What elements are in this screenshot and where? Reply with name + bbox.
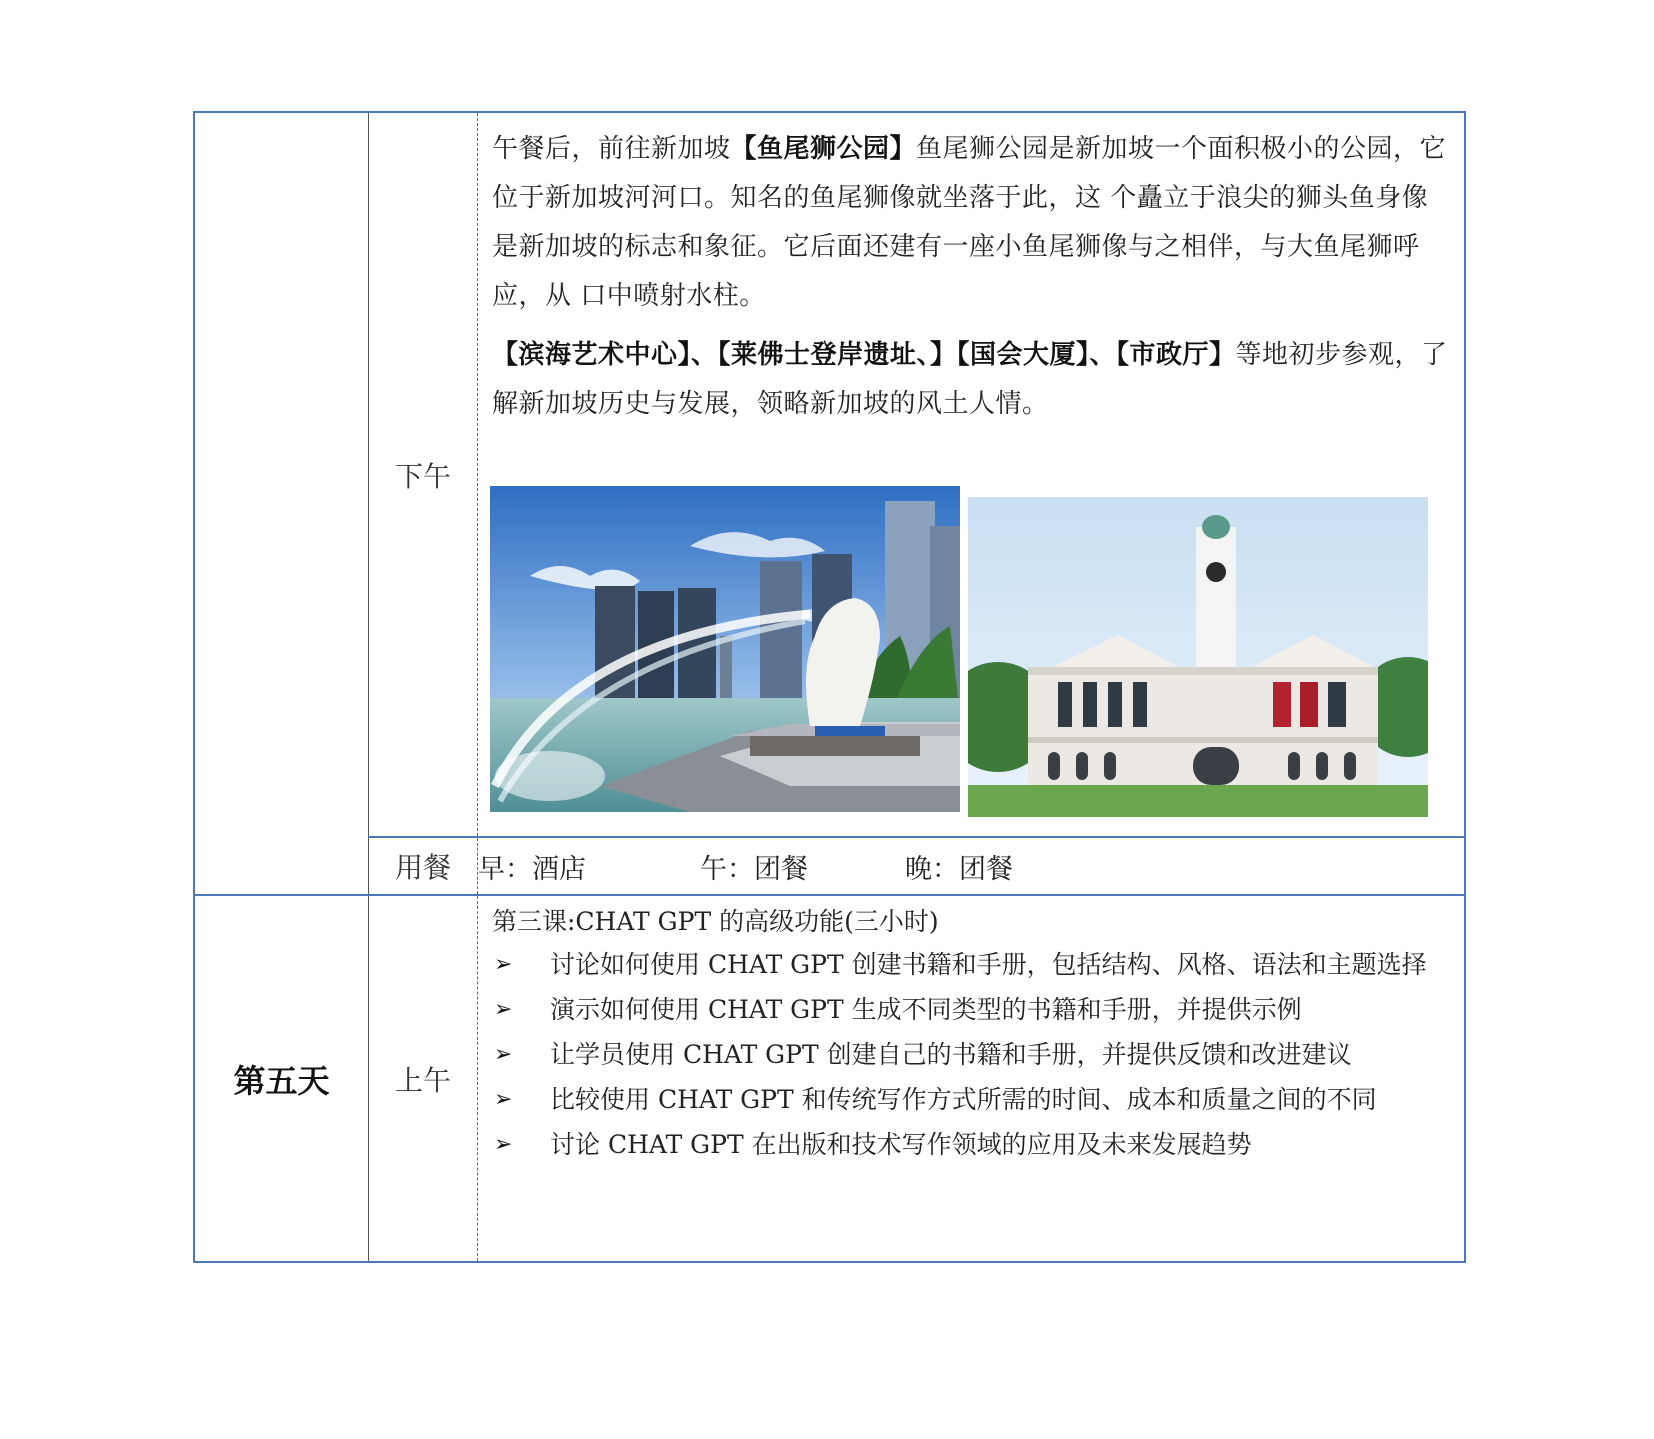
lesson-title: 第三课:CHAT GPT 的高级功能(三小时) (492, 907, 939, 936)
list-item: ➢ 比较使用 CHAT GPT 和传统写作方式所需的时间、成本和质量之间的不同 (492, 1077, 1450, 1122)
list-item: ➢ 演示如何使用 CHAT GPT 生成不同类型的书籍和手册，并提供示例 (492, 987, 1450, 1032)
list-item: ➢ 讨论如何使用 CHAT GPT 创建书籍和手册，包括结构、风格、语法和主题选择 (492, 942, 1450, 987)
slot-label-morning: 上午 (369, 895, 478, 1262)
afternoon-content (478, 112, 1466, 837)
breakfast-text: 早：酒店 (478, 853, 586, 885)
para2-rest: 等地初步参观，了解新加坡历史与发展，领略新加坡的风土人情。 (492, 340, 1448, 419)
list-item: ➢ 让学员使用 CHAT GPT 创建自己的书籍和手册，并提供反馈和改进建议 (492, 1032, 1450, 1077)
slot-label-afternoon: 下午 (369, 112, 478, 837)
lesson-points (492, 942, 1450, 1167)
day-label-day5: 第五天 (194, 895, 369, 1262)
merlion-park-photo (490, 486, 960, 812)
arrow-bullet-icon: ➢ (494, 1087, 513, 1112)
slot-label-meal: 用餐 (369, 837, 478, 895)
table-row-meal (194, 837, 1465, 895)
day-cell-previous (194, 112, 369, 895)
dinner-text: 晚：团餐 (905, 853, 1013, 885)
para1-lead: 午餐后，前往新加坡 (492, 134, 731, 164)
merlion-park-highlight: 【鱼尾狮公园】 (730, 134, 917, 164)
sights-highlight: 【滨海艺术中心】、【莱佛士登岸遗址、】【国会大厦】、【市政厅】 (492, 340, 1236, 370)
meal-content (478, 837, 1466, 895)
arrow-bullet-icon: ➢ (494, 1042, 513, 1067)
lunch-text: 午：团餐 (700, 853, 808, 885)
arrow-bullet-icon: ➢ (494, 1132, 513, 1157)
list-item: ➢ 讨论 CHAT GPT 在出版和技术写作领域的应用及未来发展趋势 (492, 1122, 1450, 1167)
itinerary-table (193, 111, 1466, 1263)
para1-rest: 鱼尾狮公园是新加坡一个面积极小的公园，它位于新加坡河河口。知名的鱼尾狮像就坐落于此，这 个矗立于浪尖的狮头鱼身像是新加坡的标志和象征。它后面还建有一座小鱼尾狮像与之相伴，与大鱼尾狮呼应，从 口中喷射水柱。 (492, 134, 1447, 311)
arrow-bullet-icon: ➢ (494, 952, 513, 977)
sights-paragraph (478, 331, 1464, 429)
table-row-afternoon (194, 112, 1465, 837)
arrow-bullet-icon: ➢ (494, 997, 513, 1022)
merlion-paragraph (478, 113, 1464, 321)
victoria-theatre-photo (968, 497, 1428, 817)
table-row-day5-morning (194, 895, 1465, 1262)
morning-content (478, 895, 1466, 1262)
